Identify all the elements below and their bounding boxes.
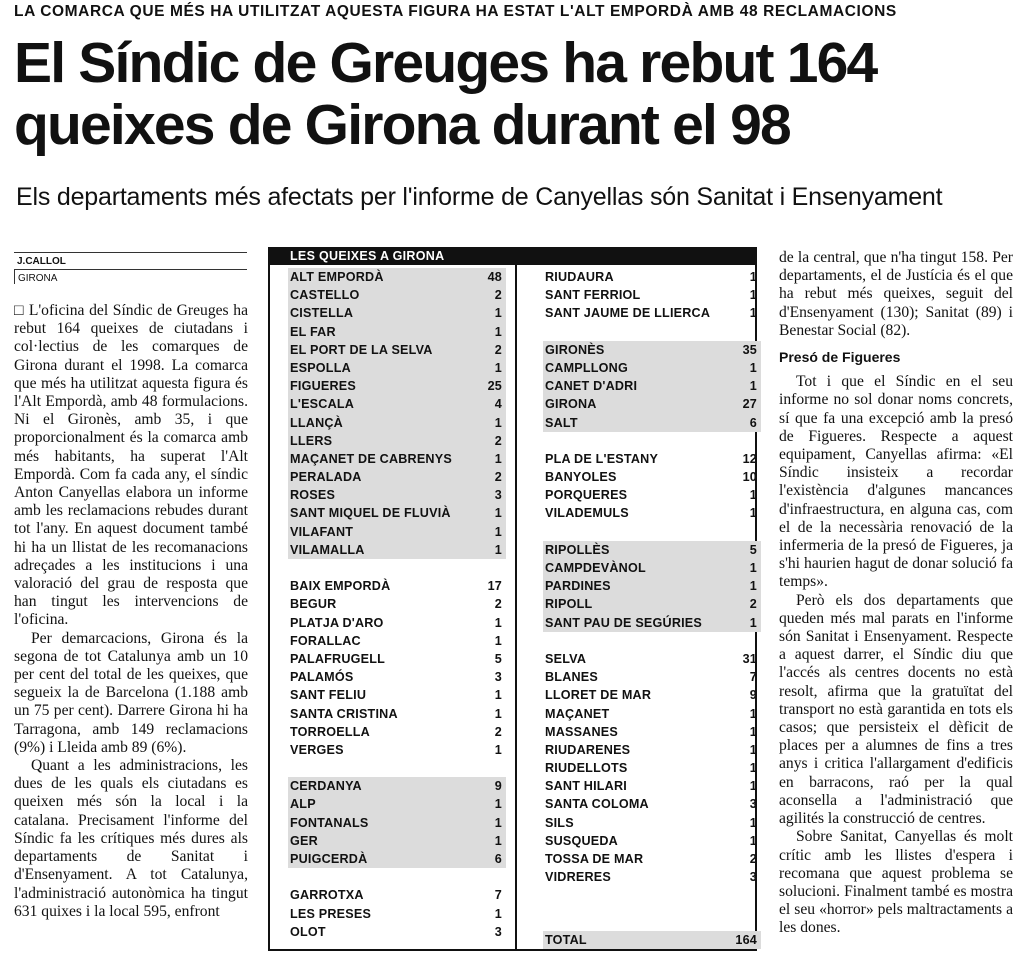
- complaint-count: 1: [749, 488, 757, 503]
- section-subtitle: Presó de Figueres: [779, 349, 901, 366]
- place-name: VIDRERES: [545, 870, 611, 885]
- table-row: [543, 668, 761, 686]
- place-name: VERGES: [290, 742, 344, 757]
- complaint-count: 1: [749, 360, 757, 375]
- table-row: [288, 468, 506, 486]
- table-divider: [515, 265, 517, 951]
- table-row: [288, 686, 506, 704]
- place-name: L'ESCALA: [290, 397, 355, 412]
- place-name: RIPOLL: [545, 597, 593, 612]
- complaint-count: 1: [494, 306, 502, 321]
- place-name: EL PORT DE LA SELVA: [290, 342, 433, 357]
- complaint-count: 31: [742, 651, 757, 666]
- table-row: [288, 705, 506, 723]
- place-name: MAÇANET: [545, 706, 610, 721]
- complaint-count: 1: [749, 579, 757, 594]
- place-name: RIUDAURA: [545, 270, 614, 284]
- table-row: [543, 686, 761, 704]
- table-row: [543, 868, 761, 886]
- article-column-3: [779, 249, 1013, 938]
- place-name: LLERS: [290, 433, 333, 448]
- complaint-count: 9: [749, 688, 757, 703]
- place-name: GER: [290, 833, 318, 848]
- region-group: [543, 650, 761, 886]
- table-row: [288, 523, 506, 541]
- table-row: [288, 286, 506, 304]
- place-name: MAÇANET DE CABRENYS: [290, 451, 452, 466]
- table-title: LES QUEIXES A GIRONA: [270, 247, 755, 265]
- place-name: PORQUERES: [545, 488, 628, 503]
- table-row: [288, 486, 506, 504]
- table-row: [288, 905, 506, 923]
- table-row: [543, 832, 761, 850]
- place-name: PALAFRUGELL: [290, 651, 386, 666]
- table-row: [288, 832, 506, 850]
- complaint-count: 12: [742, 451, 757, 466]
- region-group: [543, 341, 761, 432]
- complaint-count: 2: [494, 597, 502, 612]
- place-name: LLANÇÀ: [290, 415, 343, 430]
- table-row: [288, 577, 506, 595]
- table-row: [543, 559, 761, 577]
- place-name: RIUDARENES: [545, 742, 631, 757]
- complaint-count: 3: [494, 488, 502, 503]
- headline: El Síndic de Greuges ha rebut 164 queixes de Girona durant el 98: [14, 31, 877, 157]
- complaint-count: 1: [494, 415, 502, 430]
- complaint-count: 3: [749, 870, 757, 885]
- table-row: [543, 304, 761, 322]
- table-row: [543, 268, 761, 286]
- subheadline: Els departaments més afectats per l'informe de Canyellas són Sanitat i Ensenyament: [16, 183, 943, 211]
- place-name: PLA DE L'ESTANY: [545, 451, 659, 466]
- complaint-count: 3: [494, 670, 502, 685]
- table-row: [543, 723, 761, 741]
- place-name: GIRONA: [545, 397, 597, 412]
- complaint-count: 1: [494, 324, 502, 339]
- article-column-1: [14, 302, 248, 921]
- complaint-count: 1: [749, 706, 757, 721]
- place-name: BEGUR: [290, 597, 337, 612]
- complaint-count: 7: [494, 888, 502, 903]
- place-name: LLORET DE MAR: [545, 688, 652, 703]
- complaint-count: 3: [494, 924, 502, 939]
- complaint-count: 1: [749, 561, 757, 575]
- paragraph: □ L'oficina del Síndic de Greuges ha rebut 164 queixes de ciutadans i col·lectius de les comarques de Girona durant el 1998. La comarca que més ha utilitzat aquesta figura és l'Alt Empordà, amb 48 formulacions. Ni el Gironès, amb 35, i que proporcionalment és la comarca amb més habitants, ha superat l'Alt Empordà. Com fa cada any, el síndic Anton Canyellas elabora un informe amb les reclamacions rebudes durant tot l'any. En aquest document també hi ha un llistat de les recomanacions adreçades a les institucions i una valoració del grau de resposta que han tingut les intervencions de l'oficina.: [14, 302, 248, 629]
- table-row: [543, 577, 761, 595]
- complaint-count: 5: [749, 542, 757, 557]
- table-row: [288, 650, 506, 668]
- place-name: BANYOLES: [545, 470, 617, 485]
- complaint-count: 6: [749, 415, 757, 430]
- complaint-count: 10: [742, 470, 757, 485]
- place-name: GIRONÈS: [545, 342, 605, 357]
- table-row: [543, 486, 761, 504]
- complaint-count: 4: [494, 397, 502, 412]
- place-name: CANET D'ADRI: [545, 379, 638, 394]
- table-row: [543, 705, 761, 723]
- complaint-count: 25: [487, 379, 502, 394]
- place-name: VILAFANT: [290, 524, 354, 539]
- table-row: [288, 414, 506, 432]
- place-name: SELVA: [545, 651, 587, 666]
- place-name: GARROTXA: [290, 888, 364, 903]
- table-row: [288, 923, 506, 941]
- table-row: [543, 286, 761, 304]
- place-name: RIPOLLÈS: [545, 542, 610, 557]
- place-name: CAMPDEVÀNOL: [545, 561, 646, 575]
- complaint-count: 2: [749, 852, 757, 866]
- paragraph: Per demarcacions, Girona és la segona de tot Catalunya amb un 10 per cent del total de les queixes, que segueix la de Barcelona (1.188 amb un 75 per cent). Darrere Girona hi ha Tarragona, amb 149 reclamacions (9%) i Lleida amb 89 (6%).: [14, 629, 248, 756]
- table-row: [288, 668, 506, 686]
- place-name: ESPOLLA: [290, 360, 351, 375]
- place-name: ALT EMPORDÀ: [290, 270, 384, 284]
- paragraph: Tot i que el Síndic en el seu informe no sol donar noms concrets, sí que fa una excepció amb la presó de Figueres. Respecte a aquest equipament, Canyellas afirma: «El Síndic insisteix a recordar l'existència d'algunes mancances d'infraestructura, en alguna cas, com el de la necessària renovació de la infermeria de la presó de Figueres, ja s'hi haurien hagut de donar solució fa temps».: [779, 373, 1013, 591]
- complaint-count: 1: [494, 360, 502, 375]
- place-name: CERDANYA: [290, 779, 362, 794]
- place-name: BAIX EMPORDÀ: [290, 579, 391, 594]
- table-left-column: [288, 268, 506, 959]
- table-row: [543, 795, 761, 813]
- place-name: PARDINES: [545, 579, 611, 594]
- paragraph: Quant a les administracions, les dues de les quals els ciutadans es queixen més són la local i la catalana. Precisament l'informe del Síndic fa les crítiques més dures als departaments de Sanitat i d'Ensenyament. A tot Catalunya, l'administració autonòmica ha tingut 631 quixes i la local 595, enfront: [14, 757, 248, 920]
- complaint-count: 1: [494, 524, 502, 539]
- place-name: OLOT: [290, 924, 326, 939]
- complaint-count: 1: [749, 506, 757, 521]
- table-row: [543, 595, 761, 613]
- table-row: [288, 777, 506, 795]
- paragraph: Sobre Sanitat, Canyellas és molt crític amb les llistes d'espera i recomana que aquest problema se solucioni. Finalment també es mostra el seu «horror» pels maltractaments a les dones.: [779, 828, 1013, 937]
- complaint-count: 1: [749, 270, 757, 284]
- place-name: VILADEMULS: [545, 506, 629, 521]
- table-row: [288, 504, 506, 522]
- place-name: SANT FELIU: [290, 688, 367, 703]
- complaint-count: 1: [749, 815, 757, 830]
- complaint-count: 1: [749, 288, 757, 303]
- complaint-count: 9: [494, 779, 502, 794]
- place-name: SILS: [545, 815, 574, 830]
- table-row: [543, 650, 761, 668]
- paragraph: de la central, que n'ha tingut 158. Per departaments, el de Justícia és el que ha rebut més queixes, seguit del d'Ensenyament (130); Sanitat (89) i Benestar Social (82).: [779, 249, 1013, 339]
- table-row: [543, 741, 761, 759]
- table-row: [288, 304, 506, 322]
- table-row: [543, 414, 761, 432]
- byline-place: GIRONA: [14, 270, 247, 284]
- table-right-column: [543, 268, 761, 905]
- table-row: [288, 395, 506, 413]
- place-name: SANT FERRIOL: [545, 288, 641, 303]
- place-name: TORROELLA: [290, 724, 370, 739]
- table-row: [288, 432, 506, 450]
- complaint-count: 48: [487, 270, 502, 284]
- table-row: [288, 814, 506, 832]
- complaint-count: 1: [494, 451, 502, 466]
- place-name: LES PRESES: [290, 906, 372, 921]
- complaint-count: 1: [749, 833, 757, 848]
- table-row: [543, 395, 761, 413]
- place-name: FORALLAC: [290, 633, 361, 648]
- complaint-count: 1: [494, 506, 502, 521]
- complaint-count: 1: [494, 688, 502, 703]
- table-row: [543, 759, 761, 777]
- table-row: [288, 886, 506, 904]
- place-name: SANTA CRISTINA: [290, 706, 398, 721]
- place-name: TOSSA DE MAR: [545, 852, 644, 866]
- complaint-count: 35: [742, 342, 757, 357]
- place-name: EL FAR: [290, 324, 336, 339]
- place-name: SUSQUEDA: [545, 833, 618, 848]
- complaint-count: 2: [494, 470, 502, 485]
- complaint-count: 1: [494, 706, 502, 721]
- place-name: FONTANALS: [290, 815, 369, 830]
- complaint-count: 2: [494, 342, 502, 357]
- place-name: MASSANES: [545, 724, 618, 739]
- place-name: SANT JAUME DE LLIERCA: [545, 306, 711, 321]
- region-group: [543, 450, 761, 523]
- place-name: BLANES: [545, 670, 598, 685]
- table-row: [543, 814, 761, 832]
- complaint-count: 2: [749, 597, 757, 612]
- table-row: [543, 614, 761, 632]
- table-row: [543, 341, 761, 359]
- place-name: SANT PAU DE SEGÚRIES: [545, 615, 703, 630]
- complaint-count: 5: [494, 651, 502, 666]
- complaint-count: 1: [749, 724, 757, 739]
- table-row: [543, 777, 761, 795]
- complaint-count: 1: [494, 833, 502, 848]
- table-row: [288, 359, 506, 377]
- region-group: [543, 268, 761, 323]
- table-row: [543, 359, 761, 377]
- table-row: [288, 632, 506, 650]
- byline-author: J.CALLOL: [14, 253, 247, 270]
- place-name: FIGUERES: [290, 379, 356, 394]
- table-total: [543, 931, 761, 949]
- region-group: [288, 886, 506, 941]
- complaint-count: 1: [749, 615, 757, 630]
- table-row: [288, 450, 506, 468]
- place-name: CASTELLO: [290, 288, 360, 303]
- table-row: [543, 468, 761, 486]
- complaint-count: 7: [749, 670, 757, 685]
- complaint-count: 1: [749, 379, 757, 394]
- kicker: LA COMARCA QUE MÉS HA UTILITZAT AQUESTA FIGURA HA ESTAT L'ALT EMPORDÀ AMB 48 RECLAMACIONS: [14, 3, 897, 20]
- complaint-count: 1: [494, 742, 502, 757]
- table-row: [543, 377, 761, 395]
- table-row: [543, 850, 761, 868]
- complaint-count: 3: [749, 797, 757, 812]
- table-row: [288, 795, 506, 813]
- complaint-count: 1: [494, 633, 502, 648]
- complaint-count: 1: [494, 815, 502, 830]
- region-group: [288, 577, 506, 759]
- place-name: VILAMALLA: [290, 542, 365, 557]
- place-name: SANTA COLOMA: [545, 797, 649, 812]
- place-name: ROSES: [290, 488, 336, 503]
- table-row: [288, 850, 506, 868]
- region-group: [288, 268, 506, 559]
- region-group: [543, 541, 761, 632]
- total-value: 164: [735, 933, 757, 947]
- byline: [14, 252, 247, 284]
- region-group: [288, 777, 506, 868]
- place-name: RIUDELLOTS: [545, 761, 628, 776]
- complaint-count: 1: [749, 761, 757, 776]
- place-name: SANT HILARI: [545, 779, 627, 794]
- place-name: SALT: [545, 415, 578, 430]
- table-row: [288, 595, 506, 613]
- complaint-count: 1: [494, 797, 502, 812]
- paragraph: Però els dos departaments que queden més mal parats en l'informe són Sanitat i Ensenyament. Respecte a aquest darrer, el Síndic diu que l'accés als centres docents no està resolt, afirma que la gratuïtat del transport no està garantida en tots els casos; que persisteix el dèficit de places per a alumnes de fins a tres anys i critica l'allargament d'edificis en barracons, raó per la qual aconsella a l'administració que agilités la construcció de centres.: [779, 591, 1013, 828]
- table-row: [543, 450, 761, 468]
- place-name: PERALADA: [290, 470, 362, 485]
- table-row: [288, 723, 506, 741]
- complaint-count: 6: [494, 852, 502, 866]
- complaint-count: 1: [494, 542, 502, 557]
- place-name: SANT MIQUEL DE FLUVIÀ: [290, 506, 451, 521]
- table-row: [288, 541, 506, 559]
- total-label: TOTAL: [545, 933, 587, 947]
- complaint-count: 2: [494, 288, 502, 303]
- complaint-count: 17: [487, 579, 502, 594]
- table-row: [543, 541, 761, 559]
- place-name: ALP: [290, 797, 316, 812]
- place-name: CAMPLLONG: [545, 360, 628, 375]
- table-row: [288, 323, 506, 341]
- place-name: PLATJA D'ARO: [290, 615, 384, 630]
- place-name: PUIGCERDÀ: [290, 852, 368, 866]
- table-row: [288, 341, 506, 359]
- table-row: [288, 377, 506, 395]
- complaint-count: 27: [742, 397, 757, 412]
- place-name: CISTELLA: [290, 306, 354, 321]
- complaint-count: 2: [494, 724, 502, 739]
- complaints-table: [268, 247, 757, 951]
- complaint-count: 1: [749, 779, 757, 794]
- complaint-count: 1: [494, 615, 502, 630]
- complaint-count: 1: [494, 906, 502, 921]
- complaint-count: 1: [749, 742, 757, 757]
- table-row: [288, 741, 506, 759]
- complaint-count: 2: [494, 433, 502, 448]
- table-row: [543, 504, 761, 522]
- place-name: PALAMÓS: [290, 670, 354, 685]
- complaint-count: 1: [749, 306, 757, 321]
- table-row: [288, 268, 506, 286]
- table-row: [288, 614, 506, 632]
